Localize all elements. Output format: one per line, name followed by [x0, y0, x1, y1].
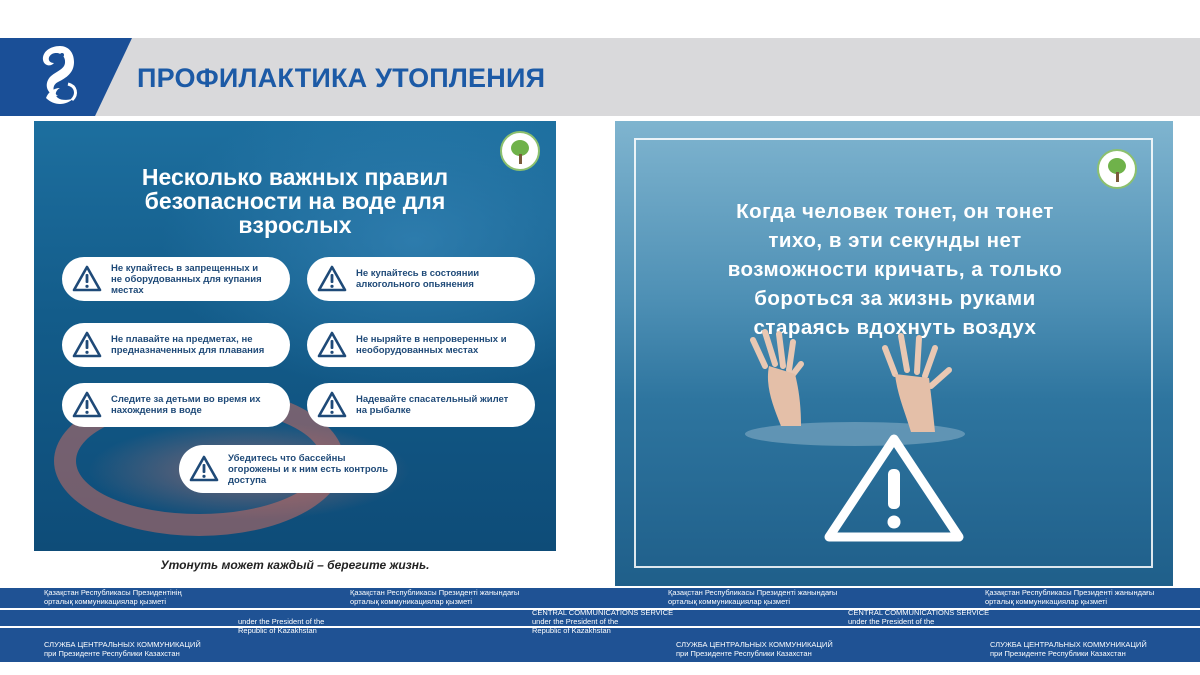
rule-text: Не ныряйте в непроверенных и необорудованных местах [356, 334, 507, 356]
rule-text: Следите за детьми во время их нахождения в воде [111, 394, 261, 416]
rule-card [179, 445, 397, 493]
rule-text: Не купайтесь в состоянии алкогольного опьянения [356, 268, 480, 290]
footer-band [0, 588, 1200, 662]
rule-card [62, 323, 290, 367]
poster-heading: Несколько важных правил безопасности на воде для взрослых [141, 164, 449, 238]
header-band [0, 38, 1200, 116]
emblem-block [0, 38, 132, 116]
footer-kz-text: Қазақстан Республикасы Президенті жанындағы орталық коммуникациялар қызметі [350, 588, 520, 606]
warning-icon [317, 330, 347, 360]
drowning-awareness-poster [615, 121, 1173, 586]
warning-icon [72, 264, 102, 294]
warning-icon [189, 454, 219, 484]
water-safety-rules-poster [34, 121, 556, 551]
footer-en-text: CENTRAL COMMUNICATIONS SERVICE under the President of the Republic of Kazakhstan [532, 608, 674, 635]
rule-text: Надевайте спасательный жилет на рыбалке [356, 394, 509, 416]
warning-icon [317, 264, 347, 294]
footer-kz-text: Қазақстан Республикасы Президенті жанындағы орталық коммуникациялар қызметі [985, 588, 1155, 606]
rule-card [62, 383, 290, 427]
footer-ru-text: СЛУЖБА ЦЕНТРАЛЬНЫХ КОММУНИКАЦИЙ при Президенте Республики Казахстан [676, 640, 833, 658]
rule-card [307, 323, 535, 367]
warning-icon [72, 390, 102, 420]
footer-kz-text: Қазақстан Республикасы Президенті жанындағы орталық коммуникациялар қызметі [668, 588, 838, 606]
footer-kz-text: Қазақстан Республикасы Президентінің орталық коммуникациялар қызметі [44, 588, 182, 606]
rule-card [62, 257, 290, 301]
rule-card [307, 257, 535, 301]
poster-caption: Утонуть может каждый – берегите жизнь. [160, 558, 430, 572]
eco-badge-icon [1097, 149, 1137, 189]
warning-icon [72, 330, 102, 360]
footer-ru-text: СЛУЖБА ЦЕНТРАЛЬНЫХ КОММУНИКАЦИЙ при Президенте Республики Казахстан [44, 640, 201, 658]
rule-text: Не купайтесь в запрещенных и не оборудованных для купания местах [111, 262, 262, 296]
snow-leopard-logo-icon [32, 40, 86, 114]
poster-quote: Когда человек тонет, он тонет тихо, в эти секунды нет возможности кричать, а только бороться за жизнь руками стараясь вдохнуть воздух [727, 200, 1063, 339]
warning-triangle-icon [823, 433, 965, 543]
rule-card [307, 383, 535, 427]
rule-text: Убедитесь что бассейны огорожены и к ним есть контроль доступа [228, 452, 389, 486]
rule-text: Не плавайте на предметах, не предназначенных для плавания [111, 334, 265, 356]
page-title: ПРОФИЛАКТИКА УТОПЛЕНИЯ [137, 63, 546, 93]
footer-en-text: under the President of the Republic of Kazakhstan [238, 617, 325, 635]
footer-en-text: CENTRAL COMMUNICATIONS SERVICE under the President of the [848, 608, 990, 626]
warning-icon [317, 390, 347, 420]
footer-ru-text: СЛУЖБА ЦЕНТРАЛЬНЫХ КОММУНИКАЦИЙ при Президенте Республики Казахстан [990, 640, 1147, 658]
